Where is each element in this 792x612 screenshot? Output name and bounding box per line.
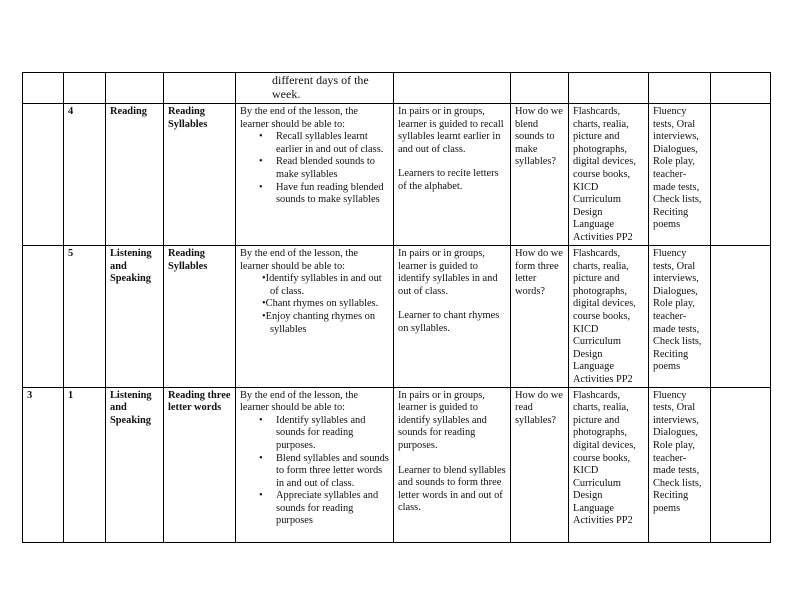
key-inquiry-cell: How do we blend sounds to make syllables? [511,104,569,246]
experience-paragraph: Learner to chant rhymes on syllables. [398,310,500,334]
week-cell [23,73,64,104]
resources-cell: Flashcards, charts, realia, picture and photographs, digital devices, course books, KICD Curriculum Design Language Activities PP2 [569,104,649,246]
outcome-item: • Identify syllables in and out of class. [240,273,389,298]
outcome-item: • Read blended sounds to make syllables [240,156,389,181]
experience-paragraph: Learner to blend syllables and sounds to form three letter words in and out of class. [398,464,506,514]
key-inquiry-cell: How do we read syllables? [511,387,569,542]
outcome-item: • Chant rhymes on syllables. [240,298,389,311]
scheme-of-work-table [22,72,771,543]
outcome-item: • Appreciate syllables and sounds for reading purposes [240,490,389,528]
outcome-item: • Enjoy chanting rhymes on syllables [240,311,389,336]
table-row [23,246,771,388]
inquiry-cell [511,73,569,104]
experience-paragraph: Learners to recite letters of the alphabet. [398,168,499,192]
experiences-cell [394,73,511,104]
outcomes-list [240,131,389,207]
remarks-cell [711,104,771,246]
week-cell [23,246,64,388]
outcomes-intro: By the end of the lesson, the learner should be able to: [240,389,359,414]
outcome-item: • Recall syllables learnt earlier in and out of class. [240,131,389,156]
strand-cell: Listening and Speaking [106,246,164,388]
outcomes-intro: By the end of the lesson, the learner should be able to: [240,248,359,272]
outcome-item: • Have fun reading blended sounds to make syllables [240,182,389,207]
learning-outcomes-cell [236,246,394,388]
learning-experiences-cell [394,104,511,246]
remarks-cell [711,387,771,542]
learning-experiences-cell [394,246,511,388]
key-inquiry-cell: How do we form three letter words? [511,246,569,388]
lesson-cell: 5 [64,246,106,388]
week-cell [23,104,64,246]
experience-paragraph: In pairs or in groups, learner is guided to recall syllables learnt earlier in and out of class. [398,106,504,155]
sub-strand-cell: Reading three letter words [164,387,236,542]
lesson-cell: 4 [64,104,106,246]
continuation-row [23,73,771,104]
continued-outcome-text: different days of the week. [236,73,394,104]
learning-experiences-cell [394,387,511,542]
week-cell: 3 [23,387,64,542]
remarks-cell [711,246,771,388]
assessment-cell: Fluency tests, Oral interviews, Dialogues, Role play, teacher-made tests, Check lists, Reciting poems [649,104,711,246]
remarks-cell [711,73,771,104]
assessment-cell: Fluency tests, Oral interviews, Dialogues, Role play, teacher-made tests, Check lists, Reciting poems [649,387,711,542]
resources-cell: Flashcards, charts, realia, picture and photographs, digital devices, course books, KICD Curriculum Design Language Activities PP2 [569,246,649,388]
outcome-item: • Identify syllables and sounds for reading purposes. [240,415,389,453]
outcome-item: • Blend syllables and sounds to form three letter words in and out of class. [240,453,389,491]
sub-strand-cell: Reading Syllables [164,104,236,246]
lesson-cell [64,73,106,104]
sub-strand-cell: Reading Syllables [164,246,236,388]
strand-cell: Listening and Speaking [106,387,164,542]
strand-cell [106,73,164,104]
learning-outcomes-cell [236,104,394,246]
experience-paragraph: In pairs or in groups, learner is guided to identify syllables in and out of class. [398,248,498,297]
table-row [23,387,771,542]
strand-cell: Reading [106,104,164,246]
assessment-cell [649,73,711,104]
outcomes-list [240,273,389,336]
lesson-cell: 1 [64,387,106,542]
outcomes-intro: By the end of the lesson, the learner should be able to: [240,106,359,130]
resources-cell [569,73,649,104]
resources-cell: Flashcards, charts, realia, picture and photographs, digital devices, course books, KICD Curriculum Design Language Activities PP2 [569,387,649,542]
table-row [23,104,771,246]
sub-strand-cell [164,73,236,104]
outcomes-list [240,415,389,528]
experience-paragraph: In pairs or in groups, learner is guided to identify syllables and sounds for reading purposes. [398,389,487,451]
learning-outcomes-cell [236,387,394,542]
assessment-cell: Fluency tests, Oral interviews, Dialogues, Role play, teacher-made tests, Check lists, Reciting poems [649,246,711,388]
